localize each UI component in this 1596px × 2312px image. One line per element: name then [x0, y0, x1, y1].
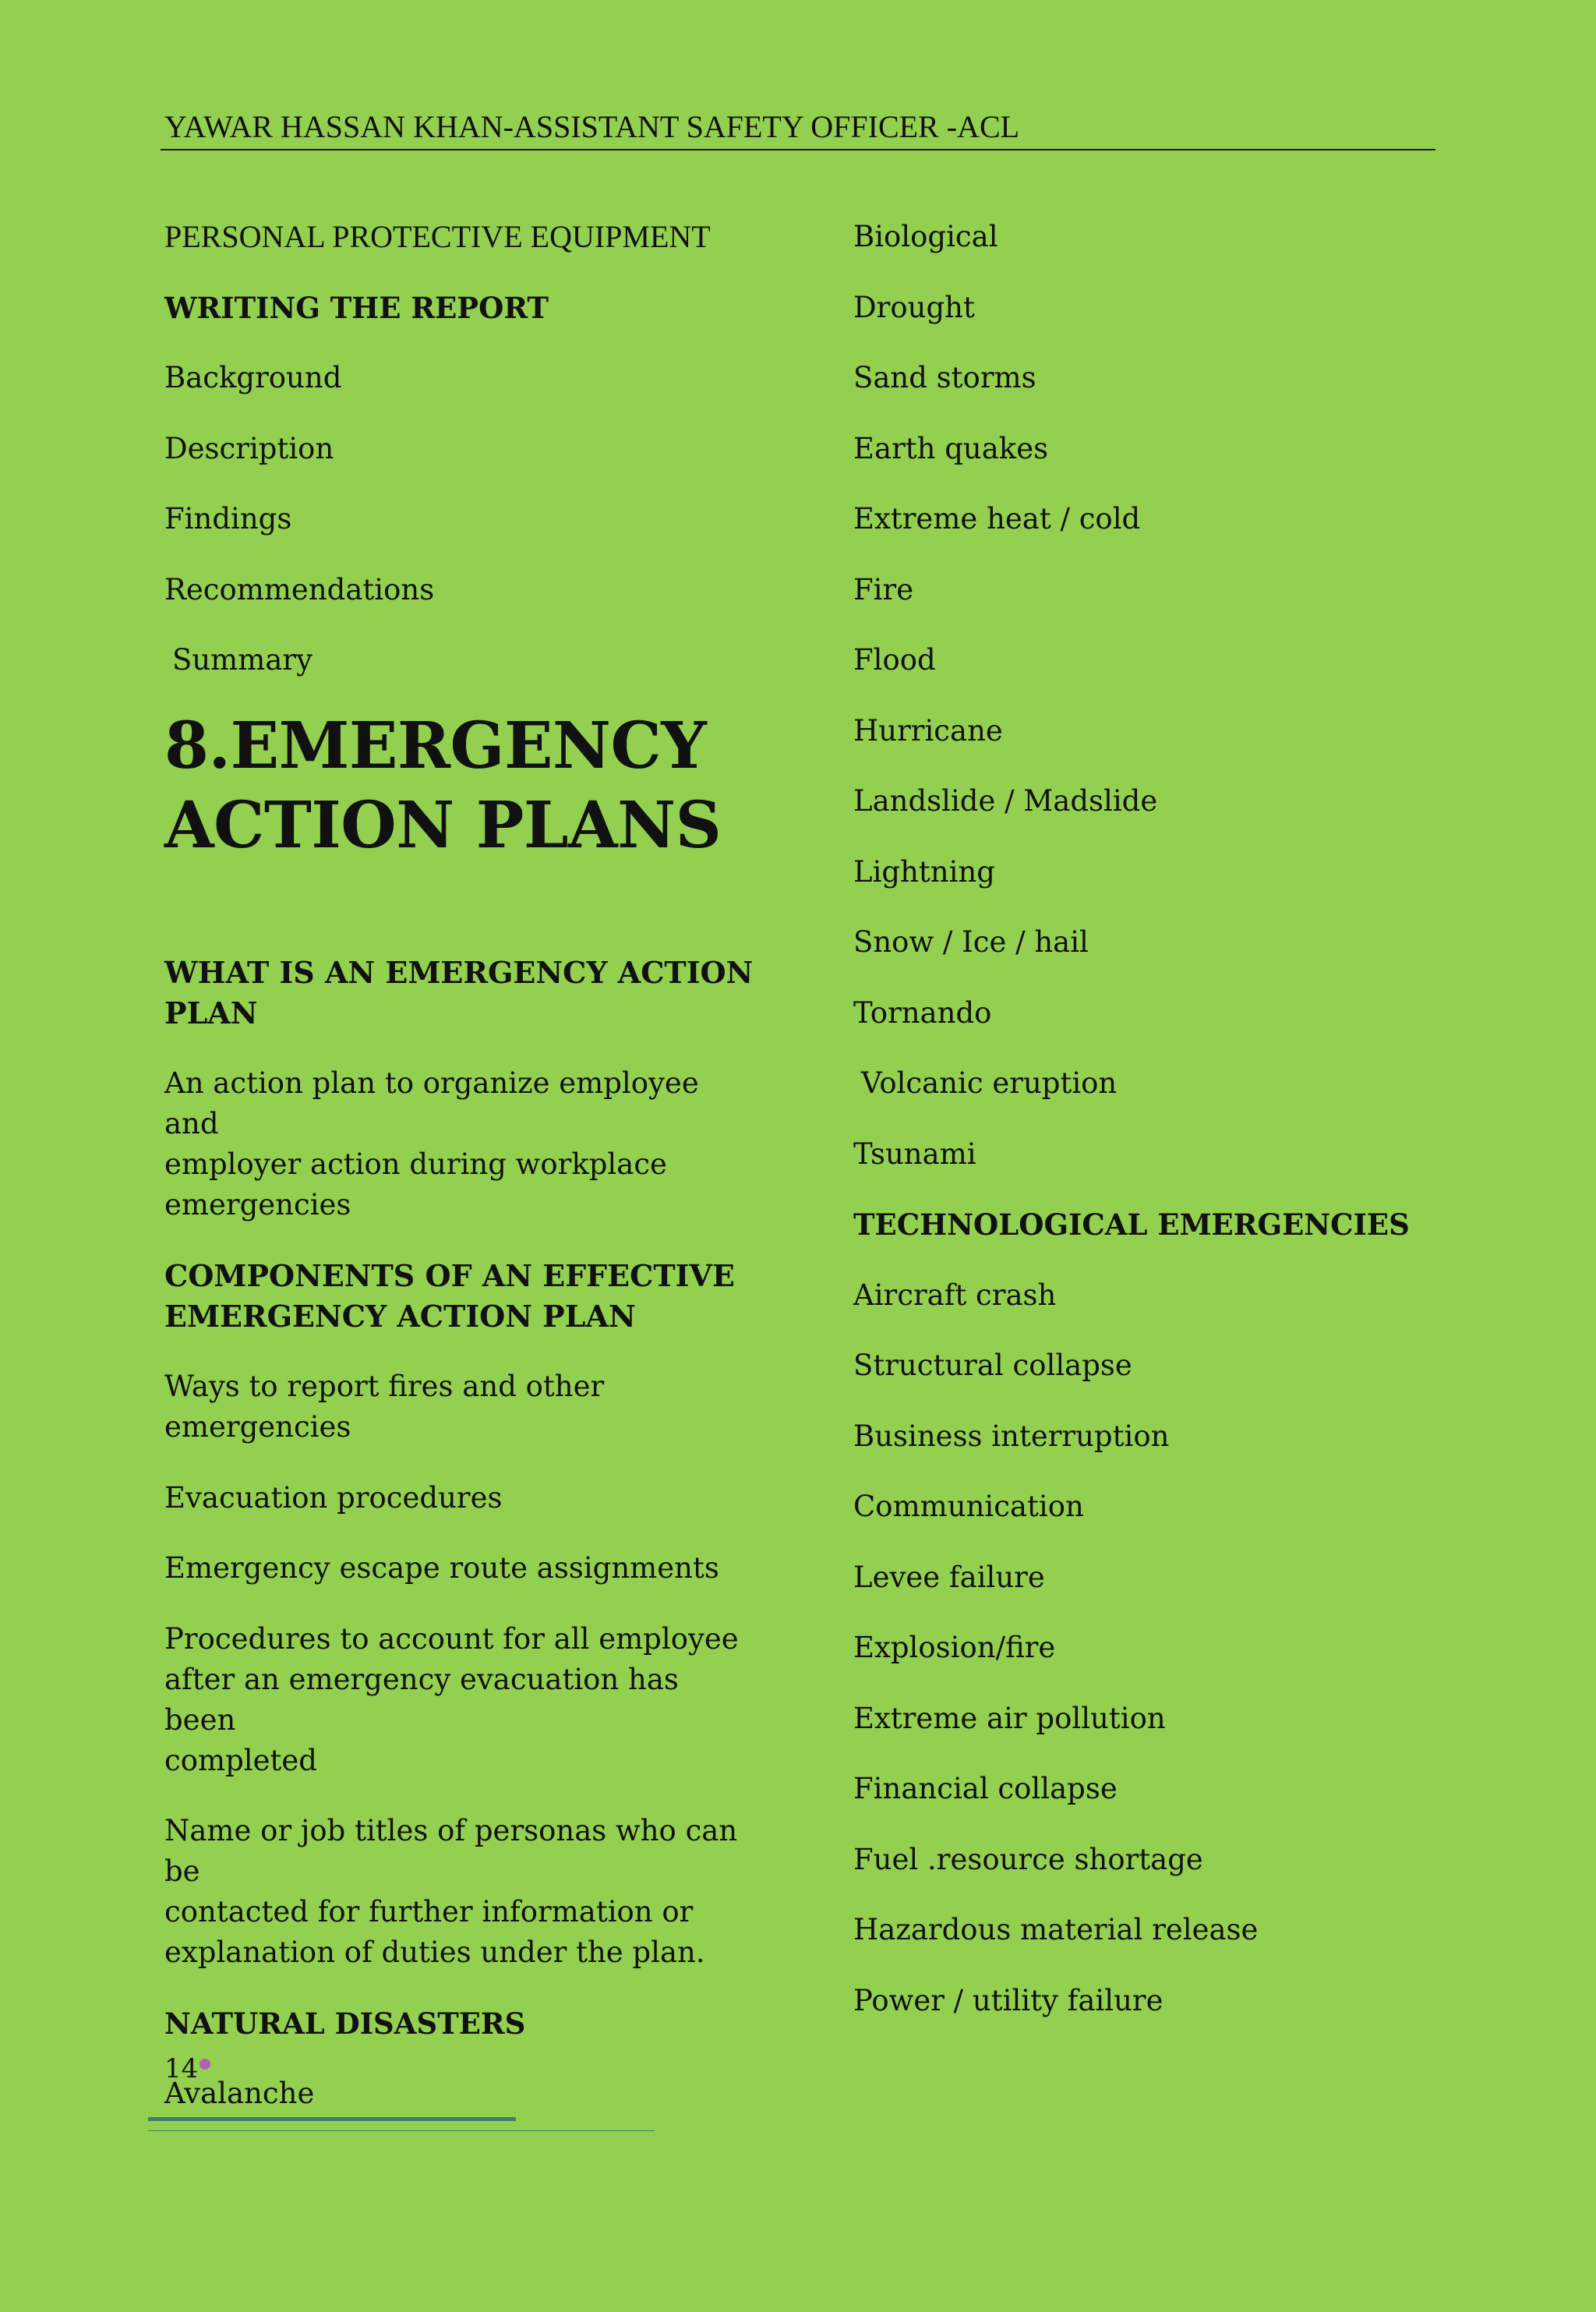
natural-item: Tornando: [853, 995, 992, 1030]
tech-item: Structural collapse: [853, 1349, 1132, 1382]
what-is-text-line-1: An action plan to organize employee and: [164, 1066, 699, 1140]
tech-item: Fuel .resource shortage: [853, 1842, 1203, 1876]
footer-rule-thin: [148, 2130, 655, 2131]
right-column: [853, 217, 1555, 2051]
natural-item: Drought: [853, 290, 975, 324]
header-divider: [161, 149, 1435, 150]
section-title-line-2: ACTION PLANS: [164, 787, 722, 863]
what-is-heading: [164, 953, 757, 1034]
what-is-heading-line-2: PLAN: [164, 995, 258, 1031]
natural-item: Lightning: [853, 854, 995, 889]
ppe-heading: PERSONAL PROTECTIVE EQUIPMENT: [164, 219, 711, 254]
natural-item: Earth quakes: [853, 431, 1049, 465]
what-is-text: [164, 1063, 757, 1225]
component-item-account: [164, 1619, 757, 1781]
component-item-account-line-1: Procedures to account for all employee: [164, 1621, 739, 1656]
footer-rule-thick: [148, 2117, 516, 2121]
left-column: [164, 217, 757, 2144]
tech-item: Extreme air pollution: [853, 1701, 1166, 1735]
component-item-escape-route: Emergency escape route assignments: [164, 1551, 719, 1585]
natural-disasters-heading: NATURAL DISASTERS: [164, 2006, 526, 2041]
natural-item: Landslide / Madslide: [853, 784, 1158, 818]
component-item-account-line-3: completed: [164, 1743, 317, 1777]
natural-item: Flood: [853, 643, 936, 677]
report-item-background: Background: [164, 361, 342, 394]
component-item-evacuation: Evacuation procedures: [164, 1480, 503, 1515]
components-heading-line-1: COMPONENTS OF AN EFFECTIVE: [164, 1257, 735, 1293]
what-is-text-line-3: emergencies: [164, 1188, 351, 1221]
page-number-text: 14: [164, 2053, 199, 2084]
component-item-report: [164, 1366, 757, 1448]
report-item-summary: Summary: [172, 643, 312, 677]
page-header: YAWAR HASSAN KHAN-ASSISTANT SAFETY OFFICER -ACL: [164, 109, 1020, 144]
components-heading-line-2: EMERGENCY ACTION PLAN: [164, 1298, 636, 1334]
bullet-dot-icon: [200, 2059, 210, 2070]
component-item-contacts-line-2: contacted for further information or: [164, 1895, 694, 1928]
natural-item-avalanche: Avalanche: [164, 2077, 315, 2110]
natural-item: Extreme heat / cold: [853, 502, 1141, 536]
what-is-heading-line-1: WHAT IS AN EMERGENCY ACTION: [164, 954, 754, 990]
tech-item: Financial collapse: [853, 1772, 1118, 1805]
component-item-contacts-line-3: explanation of duties under the plan.: [164, 1936, 705, 1969]
component-item-contacts: [164, 1811, 757, 1973]
natural-item: Hurricane: [853, 713, 1003, 748]
report-item-recommendations: Recommendations: [164, 572, 435, 606]
section-title: [164, 706, 757, 865]
component-item-report-line-1: Ways to report fires and other: [164, 1370, 605, 1403]
tech-item: Hazardous material release: [853, 1913, 1259, 1946]
tech-item: Explosion/fire: [853, 1631, 1056, 1664]
natural-item: Sand storms: [853, 361, 1036, 394]
tech-item: Levee failure: [853, 1560, 1045, 1594]
what-is-text-line-2: employer action during workplace: [164, 1147, 667, 1181]
natural-item: Volcanic eruption: [861, 1066, 1118, 1100]
writing-report-heading: WRITING THE REPORT: [164, 290, 549, 325]
tech-item: Business interruption: [853, 1419, 1170, 1453]
tech-item: Communication: [853, 1490, 1084, 1523]
natural-item: Fire: [853, 572, 914, 606]
tech-item: Aircraft crash: [853, 1278, 1057, 1312]
section-title-line-1: 8.EMERGENCY: [164, 708, 707, 783]
report-item-findings: Findings: [164, 502, 292, 536]
component-item-contacts-line-1: Name or job titles of personas who can be: [164, 1814, 738, 1888]
component-item-report-line-2: emergencies: [164, 1410, 351, 1444]
component-item-account-line-2: after an emergency evacuation has been: [164, 1662, 679, 1737]
page-number: [164, 2050, 210, 2088]
components-heading: [164, 1256, 757, 1337]
technological-emergencies-heading: TECHNOLOGICAL EMERGENCIES: [853, 1207, 1410, 1242]
report-item-description: Description: [164, 431, 334, 465]
tech-item: Power / utility failure: [853, 1983, 1163, 2017]
natural-item: Biological: [853, 220, 998, 253]
natural-item: Tsunami: [853, 1137, 976, 1171]
natural-item: Snow / Ice / hail: [853, 925, 1089, 959]
